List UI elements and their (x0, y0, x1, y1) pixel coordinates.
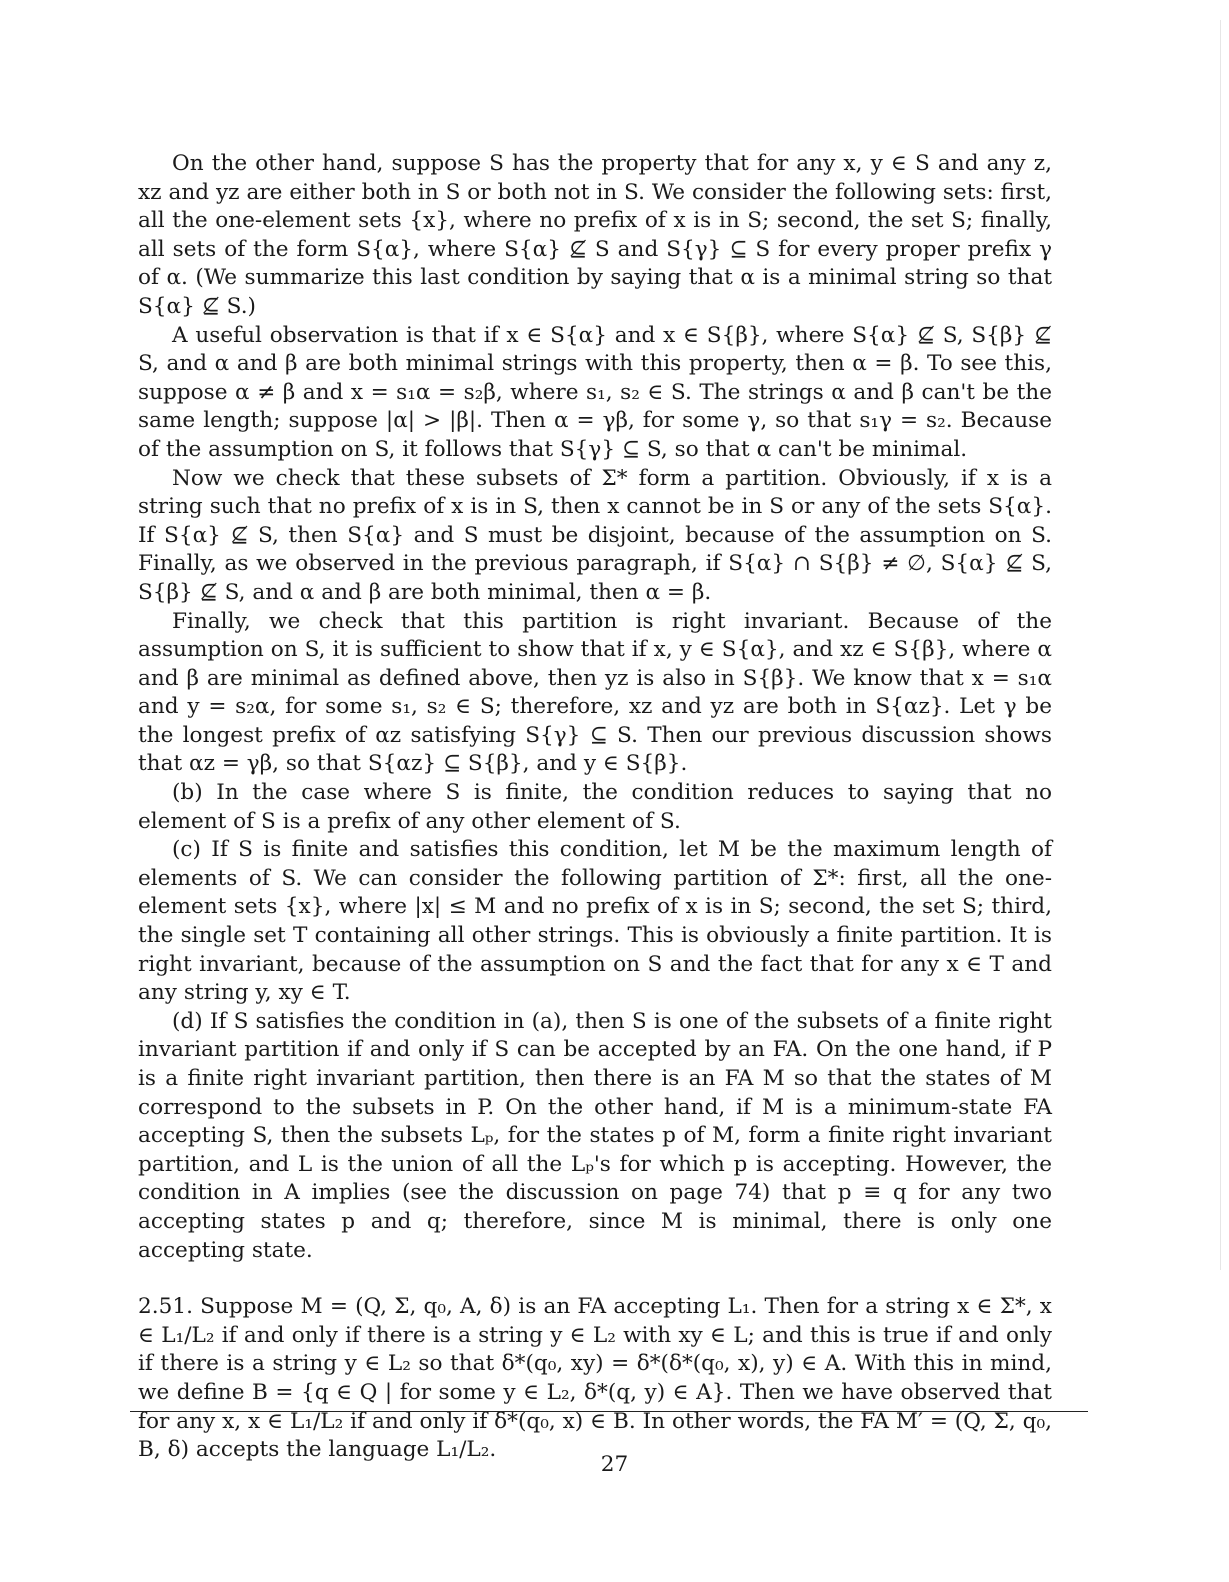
footer-rule (130, 1411, 1088, 1412)
paragraph-part-a-intro: On the other hand, suppose S has the property that for any x, y ∈ S and any z, xz and yz are either both in S or both not in S. We consider the following sets: first, all the one-element sets {x}, where no prefix of x is in S; second, the set S; finally, all sets of the form S{α}, where S{α} ⊈ S and S{γ} ⊆ S for every proper prefix γ of α. (We summarize this last condition by saying that α is a minimal string so that S{α} ⊈ S.) (138, 151, 1052, 319)
page-body (138, 150, 1052, 1465)
section-gap (138, 1265, 1052, 1293)
paragraph-part-d: (d) If S satisfies the condition in (a), then S is one of the subsets of a finite right invariant partition if and only if S can be accepted by an FA. On the one hand, if P is a finite right invariant partition, then there is an FA M so that the states of M correspond to the subsets in P. On the other hand, if M is a minimum-state FA accepting S, then the subsets Lₚ, for the states p of M, form a finite right invariant partition, and L is the union of all the Lₚ's for which p is accepting. However, the condition in A implies (see the discussion on page 74) that p ≡ q for any two accepting states p and q; therefore, since M is minimal, there is only one accepting state. (138, 1008, 1052, 1263)
page-edge-shadow (1220, 20, 1221, 1270)
paragraph-exercise-2-51: 2.51. Suppose M = (Q, Σ, q₀, A, δ) is an FA accepting L₁. Then for a string x ∈ Σ*, x ∈ L₁/L₂ if and only if there is a string y ∈ L₂ with xy ∈ L; and this is true if and only if there is a string y ∈ L₂ so that δ*(q₀, xy) = δ*(δ*(q₀, x), y) ∈ A. With this in mind, we define B = {q ∈ Q | for some y ∈ L₂, δ*(q, y) ∈ A}. Then we have observed that for any x, x ∈ L₁/L₂ if and only if δ*(q₀, x) ∈ B. In other words, the FA M′ = (Q, Σ, q₀, B, δ) accepts the language L₁/L₂. (138, 1294, 1052, 1463)
paragraph-right-invariant: Finally, we check that this partition is right invariant. Because of the assumption on S, it is sufficient to show that if x, y ∈ S{α}, and xz ∈ S{β}, where α and β are minimal as defined above, then yz is also in S{β}. We know that x = s₁α and y = s₂α, for some s₁, s₂ ∈ S; therefore, xz and yz are both in S{αz}. Let γ be the longest prefix of αz satisfying S{γ} ⊆ S. Then our previous discussion shows that αz = γβ, so that S{αz} ⊆ S{β}, and y ∈ S{β}. (138, 608, 1052, 777)
paragraph-partition-check: Now we check that these subsets of Σ* form a partition. Obviously, if x is a string such that no prefix of x is in S, then x cannot be in S or any of the sets S{α}. If S{α} ⊈ S, then S{α} and S must be disjoint, because of the assumption on S. Finally, as we observed in the previous paragraph, if S{α} ∩ S{β} ≠ ∅, S{α} ⊈ S, S{β} ⊈ S, and α and β are both minimal, then α = β. (138, 465, 1052, 605)
paragraph-minimal-observation: A useful observation is that if x ∈ S{α} and x ∈ S{β}, where S{α} ⊈ S, S{β} ⊈ S, and α and β are both minimal strings with this property, then α = β. To see this, suppose α ≠ β and x = s₁α = s₂β, where s₁, s₂ ∈ S. The strings α and β can't be the same length; suppose |α| > |β|. Then α = γβ, for some γ, so that s₁γ = s₂. Because of the assumption on S, it follows that S{γ} ⊆ S, so that α can't be minimal. (138, 322, 1052, 462)
paragraph-part-c: (c) If S is finite and satisfies this condition, let M be the maximum length of elements of S. We can consider the following partition of Σ*: first, all the one-element sets {x}, where |x| ≤ M and no prefix of x is in S; second, the set S; third, the single set T containing all other strings. This is obviously a finite partition. It is right invariant, because of the assumption on S and the fact that for any x ∈ T and any string y, xy ∈ T. (138, 837, 1052, 1006)
paragraph-part-b: (b) In the case where S is finite, the condition reduces to saying that no element of S is a prefix of any other element of S. (138, 780, 1052, 834)
page-number: 27 (600, 1452, 629, 1477)
